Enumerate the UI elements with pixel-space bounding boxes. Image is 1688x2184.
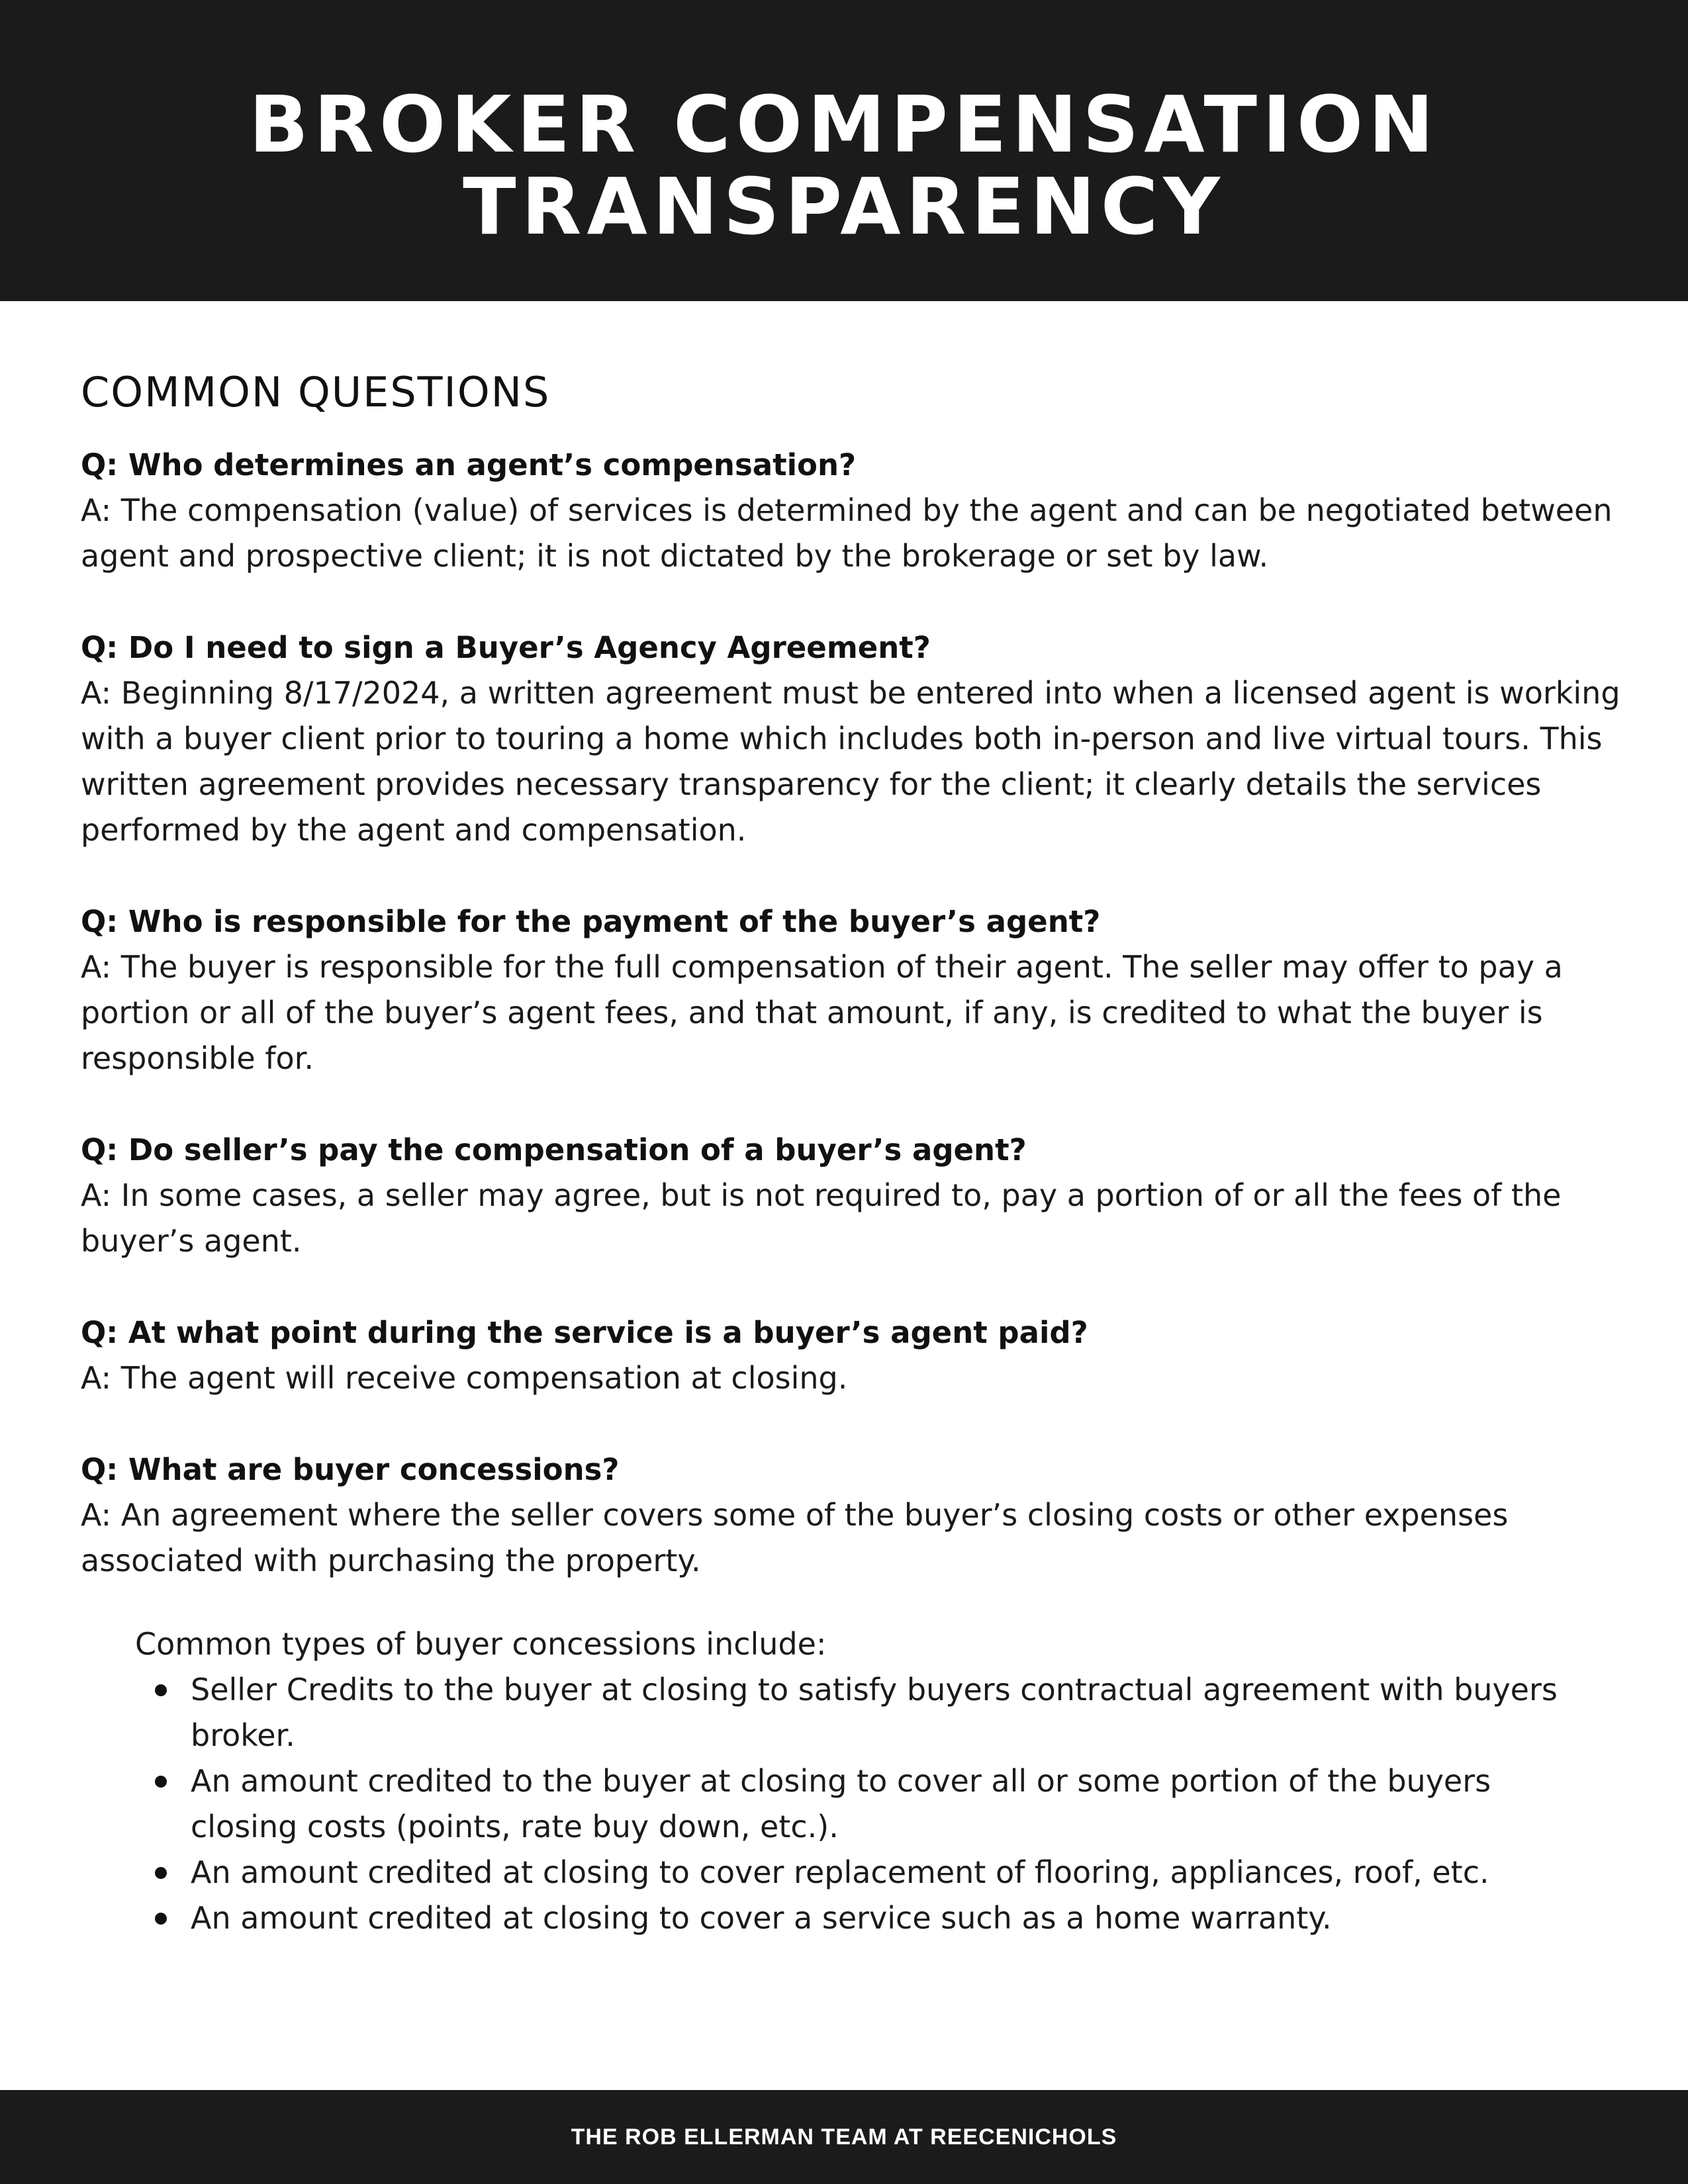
- footer-text: THE ROB ELLERMAN TEAM AT REECENICHOLS: [571, 2124, 1117, 2150]
- qa-item: [81, 899, 1623, 1081]
- qa-item: [81, 625, 1623, 853]
- list-item: [135, 1850, 1565, 1895]
- answer: A: The agent will receive compensation at closing.: [81, 1360, 848, 1396]
- question: Q: Who is responsible for the payment of the buyer’s agent?: [81, 904, 1101, 939]
- question: Q: Do seller’s pay the compensation of a buyer’s agent?: [81, 1132, 1027, 1167]
- page-title-line-1: BROKER COMPENSATION: [249, 79, 1439, 170]
- answer: A: An agreement where the seller covers some of the buyer’s closing costs or other expenses associated with purchasing the property.: [81, 1497, 1509, 1578]
- question: Q: At what point during the service is a buyer’s agent paid?: [81, 1315, 1088, 1350]
- list-item: [135, 1895, 1565, 1941]
- header-banner: [0, 0, 1688, 301]
- bullet-icon: [155, 1867, 167, 1879]
- section-heading: COMMON QUESTIONS: [81, 368, 551, 416]
- question: Q: Do I need to sign a Buyer’s Agency Agreement?: [81, 630, 931, 665]
- concessions-intro: Common types of buyer concessions include:: [135, 1626, 827, 1662]
- qa-item: [81, 442, 1623, 579]
- answer: A: In some cases, a seller may agree, but is not required to, pay a portion of or all the fees of the buyer’s agent.: [81, 1177, 1562, 1259]
- answer: A: The compensation (value) of services is determined by the agent and can be negotiated between agent and prospective client; it is not dictated by the brokerage or set by law.: [81, 492, 1613, 574]
- qa-item: [81, 1447, 1623, 1584]
- footer-banner: [0, 2090, 1688, 2184]
- concessions-list-block: [135, 1621, 1565, 1941]
- list-item-text: An amount credited at closing to cover a service such as a home warranty.: [191, 1900, 1332, 1936]
- question: Q: What are buyer concessions?: [81, 1452, 620, 1487]
- list-item-text: Seller Credits to the buyer at closing to satisfy buyers contractual agreement with buyers broker.: [191, 1672, 1558, 1753]
- answer: A: The buyer is responsible for the full compensation of their agent. The seller may offer to pay a portion or all of the buyer’s agent fees, and that amount, if any, is credited to what the buyer is responsible for.: [81, 949, 1563, 1076]
- question: Q: Who determines an agent’s compensation?: [81, 447, 857, 482]
- qa-item: [81, 1127, 1623, 1264]
- concessions-list: [135, 1667, 1565, 1941]
- page-title-line-2: TRANSPARENCY: [463, 161, 1225, 252]
- qa-item: [81, 1310, 1623, 1401]
- main-content: [81, 363, 1623, 1941]
- bullet-icon: [155, 1776, 167, 1788]
- list-item: [135, 1667, 1565, 1758]
- bullet-icon: [155, 1913, 167, 1925]
- bullet-icon: [155, 1684, 167, 1696]
- list-item: [135, 1758, 1565, 1850]
- answer: A: Beginning 8/17/2024, a written agreement must be entered into when a licensed agent is working with a buyer client prior to touring a home which includes both in-person and live virtual tours. This written agreement provides necessary transparency for the client; it clearly details the services performed by the agent and compensation.: [81, 675, 1620, 848]
- list-item-text: An amount credited to the buyer at closing to cover all or some portion of the buyers closing costs (points, rate buy down, etc.).: [191, 1763, 1491, 1844]
- list-item-text: An amount credited at closing to cover replacement of flooring, appliances, roof, etc.: [191, 1854, 1489, 1890]
